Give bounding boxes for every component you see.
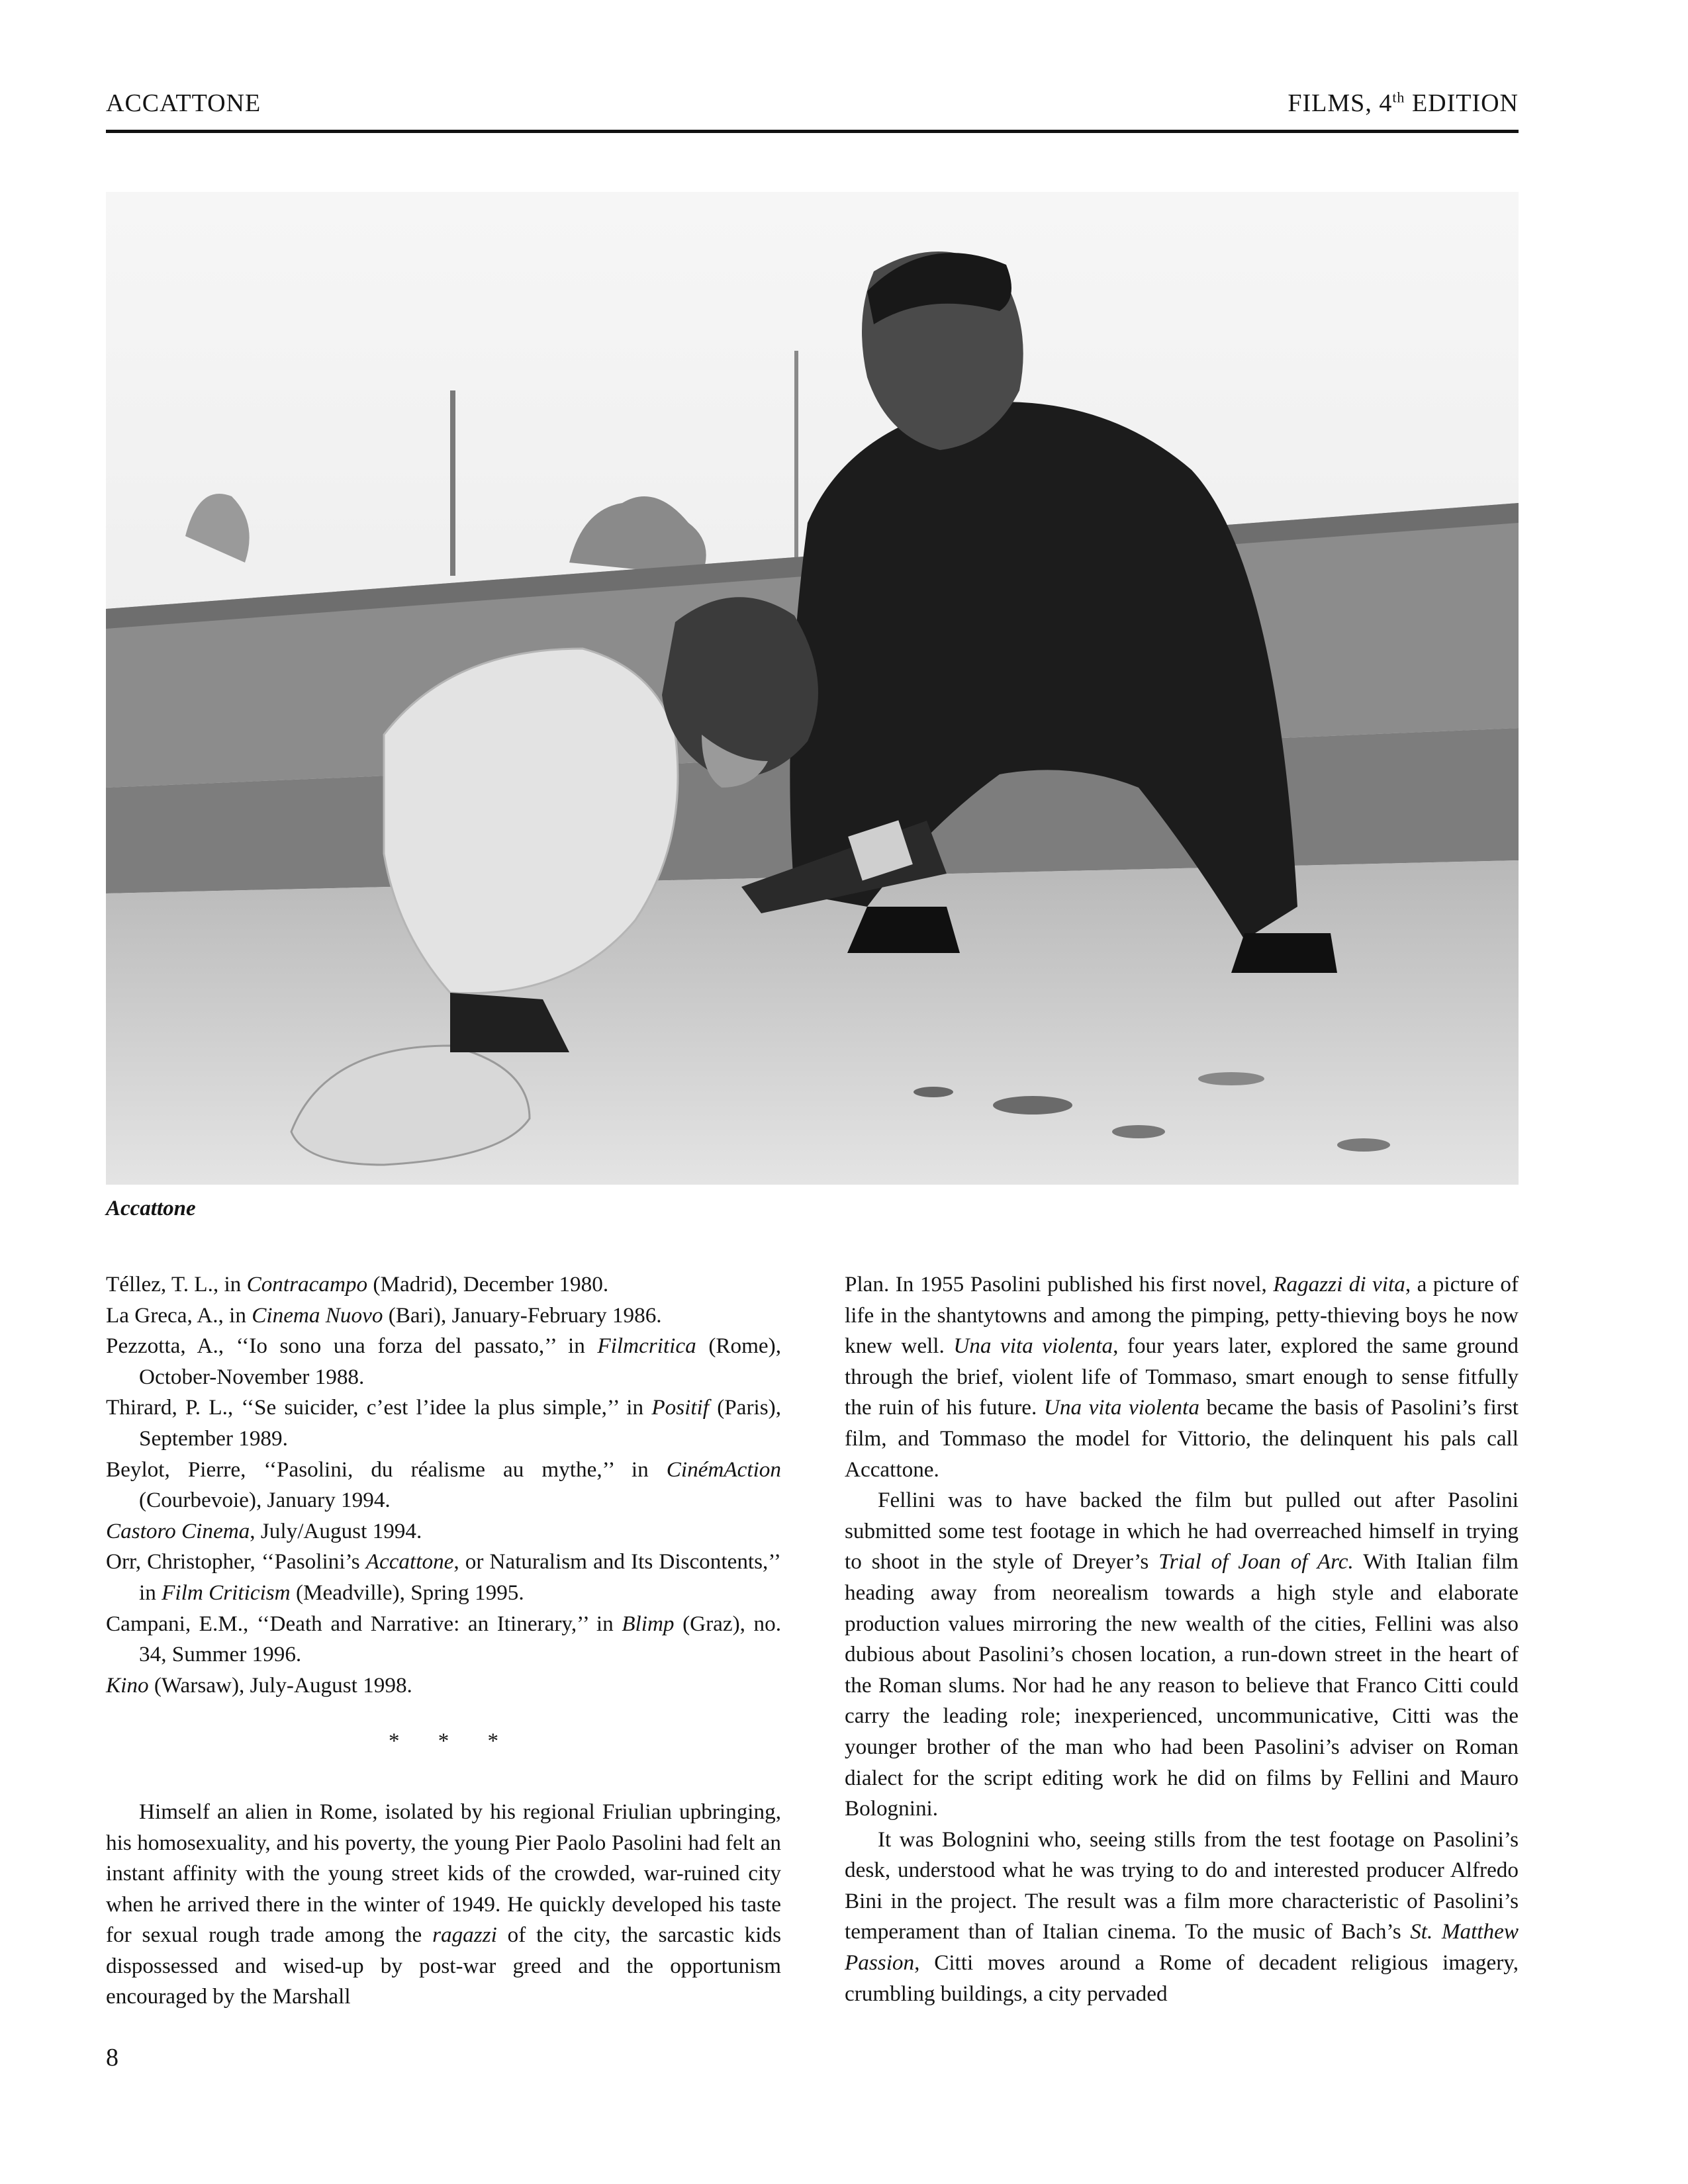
header-title-left: ACCATTONE bbox=[106, 89, 261, 117]
reference-item: Pezzotta, A., ‘‘Io sono una forza del passato,’’ in Filmcritica (Rome), October-November 1988. bbox=[106, 1334, 781, 1389]
header-title-right: FILMS, 4th EDITION bbox=[1288, 89, 1519, 117]
reference-item: Kino (Warsaw), July-August 1998. bbox=[106, 1672, 412, 1698]
reference-list bbox=[106, 1269, 781, 1701]
left-column bbox=[106, 1269, 781, 2013]
right-column bbox=[845, 1269, 1519, 2009]
reference-item: Thirard, P. L., ‘‘Se suicider, c’est l’idee la plus simple,’’ in Positif (Paris), September 1989. bbox=[106, 1395, 781, 1451]
reference-item: La Greca, A., in Cinema Nuovo (Bari), January-February 1986. bbox=[106, 1302, 662, 1328]
running-header bbox=[106, 86, 1519, 133]
essay-paragraph: Plan. In 1955 Pasolini published his first novel, Ragazzi di vita, a picture of life in the shantytowns and among the pimping, petty-thieving boys he now knew well. Una vita violenta, four years later, explored the same ground through the brief, violent life of Tommaso, smart enough to sense fitfully the ruin of his future. Una vita violenta became the basis of Pasolini’s first film, and Tommaso the model for Vittorio, the delinquent his pals call Accattone. bbox=[845, 1272, 1519, 1482]
reference-item: Beylot, Pierre, ‘‘Pasolini, du réalisme au mythe,’’ in CinémAction (Courbevoie), January 1994. bbox=[106, 1457, 781, 1513]
reference-item: Campani, E.M., ‘‘Death and Narrative: an Itinerary,’’ in Blimp (Graz), no. 34, Summer 1996. bbox=[106, 1611, 781, 1667]
reference-item: Castoro Cinema, July/August 1994. bbox=[106, 1518, 422, 1543]
essay-paragraph: Himself an alien in Rome, isolated by his regional Friulian upbringing, his homosexuality, and his poverty, the young Pier Paolo Pasolini had felt an instant affinity with the young street kids of the crowded, war-ruined city when he arrived there in the winter of 1949. He quickly developed his taste for sexual rough trade among the ragazzi of the city, the sarcastic kids dispossessed and wised-up by post-war greed and the opportunism encouraged by the Marshall bbox=[106, 1799, 781, 2009]
reference-item: Orr, Christopher, ‘‘Pasolini’s Accattone, or Naturalism and Its Discontents,’’ in Film Criticism (Meadville), Spring 1995. bbox=[106, 1549, 781, 1605]
page-number: 8 bbox=[106, 2044, 118, 2071]
essay-paragraph: Fellini was to have backed the film but pulled out after Pasolini submitted some test footage in which he had overreached himself in trying to shoot in the style of Dreyer’s Trial of Joan of Arc. With Italian film heading away from neorealism towards a high style and elaborate production values mirroring the new wealth of the cities, Fellini was also dubious about Pasolini’s chosen location, a run-down street in the heart of the Roman slums. Nor had he any reason to believe that Franco Citti could carry the leading role; inexperienced, uncommunicative, Citti was the younger brother of the man who had been Pasolini’s adviser on Roman dialect for the script editing work he did on films by Fellini and Mauro Bolognini. bbox=[845, 1488, 1519, 1821]
photo-caption: Accattone bbox=[106, 1197, 196, 1220]
section-separator: * * * bbox=[389, 1729, 498, 1754]
film-still-photo bbox=[106, 192, 1519, 1185]
essay-paragraph: It was Bolognini who, seeing stills from the test footage on Pasolini’s desk, understood what he was trying to do and interested producer Alfredo Bini in the project. The result was a film more characteristic of Pasolini’s temperament than of Italian cinema. To the music of Bach’s St. Matthew Passion, Citti moves around a Rome of decadent religious imagery, crumbling buildings, a city pervaded bbox=[845, 1827, 1519, 2006]
reference-item: Téllez, T. L., in Contracampo (Madrid), December 1980. bbox=[106, 1272, 609, 1297]
